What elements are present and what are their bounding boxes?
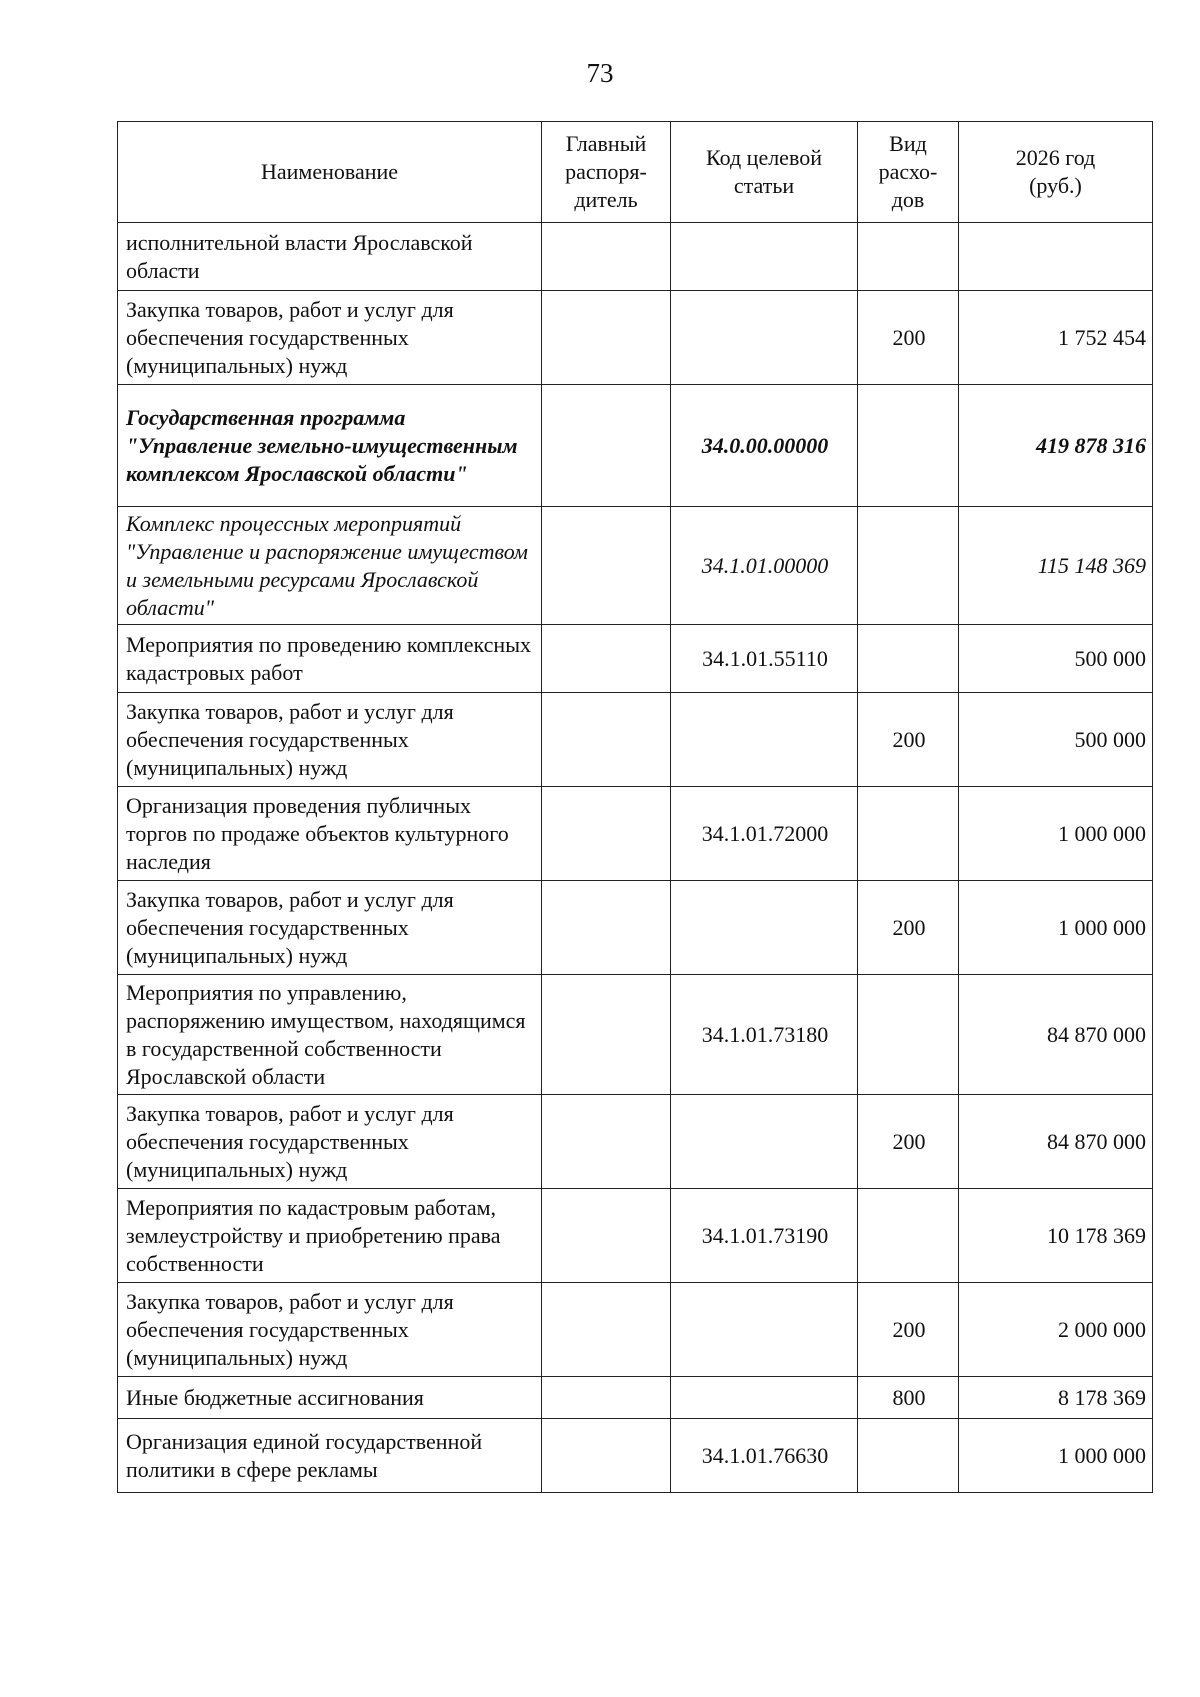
row-expense-type [858, 1419, 959, 1493]
row-main-manager [542, 291, 671, 385]
row-name: Мероприятия по проведению комплексных кадастровых работ [118, 625, 542, 693]
row-sum: 2 000 000 [959, 1283, 1153, 1377]
row-name: Закупка товаров, работ и услуг для обеспечения государственных (муниципальных) нужд [118, 881, 542, 975]
row-sum: 500 000 [959, 625, 1153, 693]
header-expense-type: Вид расхо- дов [858, 122, 959, 223]
table-row [118, 693, 1153, 787]
row-code [671, 1095, 858, 1189]
row-code: 34.1.01.72000 [671, 787, 858, 881]
row-code: 34.1.01.76630 [671, 1419, 858, 1493]
row-code: 34.1.01.73190 [671, 1189, 858, 1283]
row-main-manager [542, 1419, 671, 1493]
row-code [671, 1283, 858, 1377]
row-sum: 1 000 000 [959, 881, 1153, 975]
table-row [118, 385, 1153, 507]
row-sum: 84 870 000 [959, 975, 1153, 1095]
row-name: исполнительной власти Ярославской области [118, 223, 542, 291]
table-row [118, 1283, 1153, 1377]
header-name: Наименование [118, 122, 542, 223]
header-sum-2026: 2026 год (руб.) [959, 122, 1153, 223]
table-row [118, 1419, 1153, 1493]
row-expense-type [858, 507, 959, 625]
row-main-manager [542, 507, 671, 625]
row-expense-type [858, 975, 959, 1095]
row-code: 34.1.01.55110 [671, 625, 858, 693]
row-name: Закупка товаров, работ и услуг для обеспечения государственных (муниципальных) нужд [118, 1283, 542, 1377]
row-code: 34.1.01.00000 [671, 507, 858, 625]
row-sum: 1 000 000 [959, 787, 1153, 881]
row-name: Закупка товаров, работ и услуг для обеспечения государственных (муниципальных) нужд [118, 1095, 542, 1189]
table-header-row [118, 122, 1153, 223]
row-main-manager [542, 975, 671, 1095]
row-expense-type: 200 [858, 291, 959, 385]
row-sum: 419 878 316 [959, 385, 1153, 507]
header-target-code: Код целевой статьи [671, 122, 858, 223]
table-row [118, 881, 1153, 975]
table-row [118, 291, 1153, 385]
table-row [118, 625, 1153, 693]
row-name: Организация проведения публичных торгов по продаже объектов культурного наследия [118, 787, 542, 881]
row-code: 34.0.00.00000 [671, 385, 858, 507]
row-main-manager [542, 625, 671, 693]
row-code [671, 291, 858, 385]
row-name: Закупка товаров, работ и услуг для обеспечения государственных (муниципальных) нужд [118, 693, 542, 787]
row-name: Организация единой государственной политики в сфере рекламы [118, 1419, 542, 1493]
row-sum: 115 148 369 [959, 507, 1153, 625]
row-expense-type: 800 [858, 1377, 959, 1419]
table-row [118, 1189, 1153, 1283]
row-sum [959, 223, 1153, 291]
row-expense-type [858, 787, 959, 881]
header-main-manager: Главный распоря- дитель [542, 122, 671, 223]
row-main-manager [542, 787, 671, 881]
row-code [671, 881, 858, 975]
row-code [671, 223, 858, 291]
row-expense-type: 200 [858, 881, 959, 975]
row-sum: 10 178 369 [959, 1189, 1153, 1283]
row-name: Государственная программа "Управление земельно-имущественным комплексом Ярославской области" [118, 385, 542, 507]
row-main-manager [542, 1189, 671, 1283]
row-sum: 500 000 [959, 693, 1153, 787]
row-main-manager [542, 1095, 671, 1189]
row-name: Закупка товаров, работ и услуг для обеспечения государственных (муниципальных) нужд [118, 291, 542, 385]
row-main-manager [542, 1377, 671, 1419]
row-code: 34.1.01.73180 [671, 975, 858, 1095]
row-name: Иные бюджетные ассигнования [118, 1377, 542, 1419]
row-main-manager [542, 1283, 671, 1377]
row-expense-type: 200 [858, 693, 959, 787]
table-row [118, 507, 1153, 625]
row-main-manager [542, 223, 671, 291]
row-expense-type [858, 223, 959, 291]
row-sum: 8 178 369 [959, 1377, 1153, 1419]
table-row [118, 1377, 1153, 1419]
row-code [671, 693, 858, 787]
row-sum: 1 752 454 [959, 291, 1153, 385]
row-name: Мероприятия по кадастровым работам, землеустройству и приобретению права собственности [118, 1189, 542, 1283]
row-name: Мероприятия по управлению, распоряжению имуществом, находящимся в государственной собственности Ярославской области [118, 975, 542, 1095]
row-expense-type: 200 [858, 1095, 959, 1189]
table-row [118, 1095, 1153, 1189]
row-expense-type [858, 1189, 959, 1283]
row-sum: 1 000 000 [959, 1419, 1153, 1493]
table-row [118, 223, 1153, 291]
row-expense-type [858, 385, 959, 507]
row-main-manager [542, 693, 671, 787]
budget-table [117, 121, 1153, 1493]
row-expense-type: 200 [858, 1283, 959, 1377]
row-expense-type [858, 625, 959, 693]
row-main-manager [542, 385, 671, 507]
table-row [118, 787, 1153, 881]
row-name: Комплекс процессных мероприятий "Управление и распоряжение имуществом и земельными ресурсами Ярославской области" [118, 507, 542, 625]
table-row [118, 975, 1153, 1095]
row-sum: 84 870 000 [959, 1095, 1153, 1189]
row-code [671, 1377, 858, 1419]
page-number: 73 [586, 58, 614, 88]
row-main-manager [542, 881, 671, 975]
